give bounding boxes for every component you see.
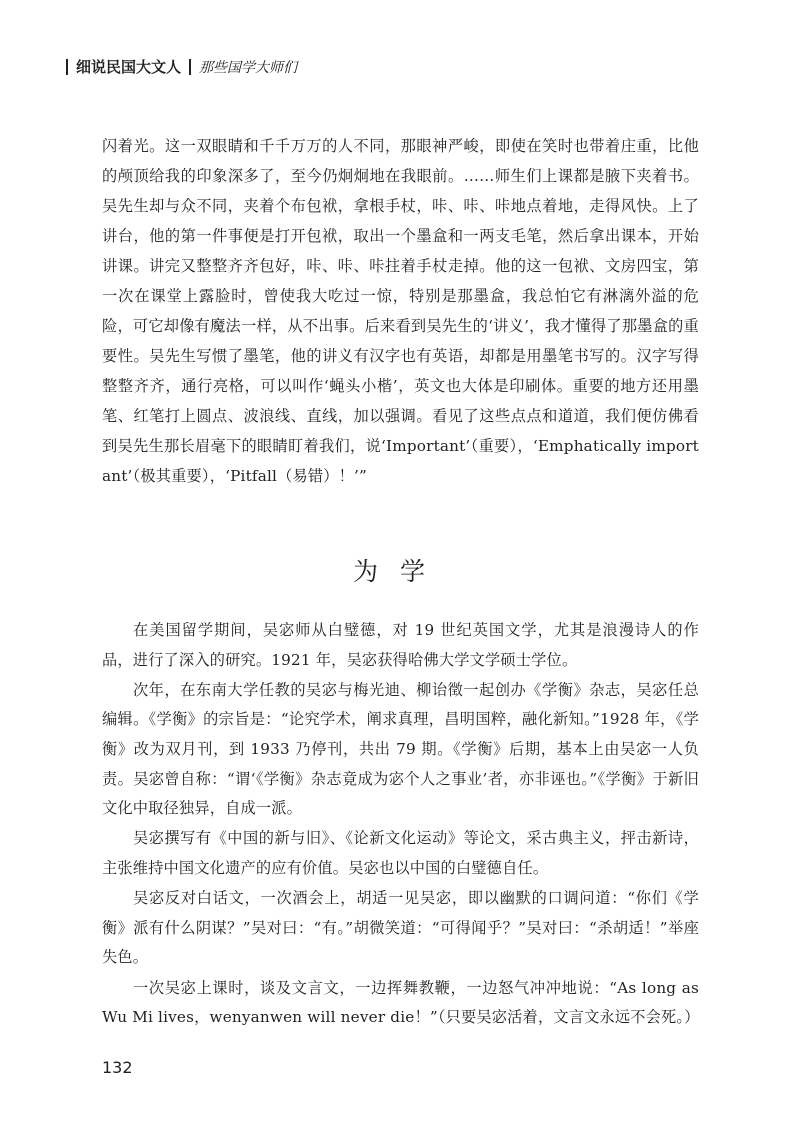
continued-paragraph: 闪着光。这一双眼睛和千千万万的人不同，那眼神严峻，即使在笑时也带着庄重，比他的颅顶给我的印象深多了，至今仍炯炯地在我眼前。……师生们上课都是腋下夹着书。吴先生却与众不同，夹着个布包袱，拿根手杖，咔、咔、咔地点着地，走得风快。上了讲台，他的第一件事便是打开包袱，取出一个墨盒和一两支毛笔，然后拿出课本，开始讲课。讲完又整整齐齐包好，咔、咔、咔拄着手杖走掉。他的这一包袱、文房四宝，第一次在课堂上露脸时，曾使我大吃过一惊，特别是那墨盒，我总怕它有淋漓外溢的危险，可它却像有魔法一样，从不出事。后来看到吴先生的‘讲义’，我才懂得了那墨盒的重要性。吴先生写惯了墨笔，他的讲义有汉字也有英语，却都是用墨笔书写的。汉字写得整整齐齐，通行亮格，可以叫作‘蝇头小楷’，英文也大体是印刷体。重要的地方还用墨笔、红笔打上圆点、波浪线、直线，加以强调。看见了这些点点和道道，我们便仿佛看到吴先生那长眉毫下的眼睛盯着我们，说‘Important’（重要），‘Emphatically important’（极其重要），‘Pitfall（易错）！’” [102,137,699,485]
header-divider [189,59,191,75]
book-title: 细说民国大文人 [76,58,182,76]
paragraph: 吴宓撰写有《中国的新与旧》、《论新文化运动》等论文，采古典主义，抨击新诗，主张维持中国文化遗产的应有价值。吴宓也以中国的白璧德自任。 [102,829,699,877]
section-body [102,616,699,1033]
paragraph: 吴宓反对白话文，一次酒会上，胡适一见吴宓，即以幽默的口调问道：“你们《学衡》派有什么阴谋？”吴对曰：“有。”胡微笑道：“可得闻乎？”吴对曰：“杀胡适！”举座失色。 [102,889,699,967]
page-number: 132 [102,1058,133,1077]
section-title: 为学 [352,557,447,586]
running-header [66,56,297,77]
continued-text-block [102,131,699,491]
paragraph: 一次吴宓上课时，谈及文言文，一边挥舞教鞭，一边怒气冲冲地说：“As long as Wu Mi lives，wenyanwen will never die！”（只要吴宓活着，文言文永远不会死。） [102,978,700,1027]
paragraph: 在美国留学期间，吴宓师从白璧德，对 19 世纪英国文学，尤其是浪漫诗人的作品，进行了深入的研究。1921 年，吴宓获得哈佛大学文学硕士学位。 [102,621,699,669]
book-subtitle: 那些国学大师们 [199,59,298,76]
header-divider [66,59,68,75]
paragraph: 次年，在东南大学任教的吴宓与梅光迪、柳诒徵一起创办《学衡》杂志，吴宓任总编辑。《学衡》的宗旨是：“论究学术，阐求真理，昌明国粹，融化新知。”1928 年，《学衡》改为双月刊，到 1933 乃停刊，共出 79 期。《学衡》后期，基本上由吴宓一人负责。吴宓曾自称：“谓‘《学衡》杂志竟成为宓个人之事业’者，亦非诬也。”《学衡》于新旧文化中取径独异，自成一派。 [102,680,699,818]
